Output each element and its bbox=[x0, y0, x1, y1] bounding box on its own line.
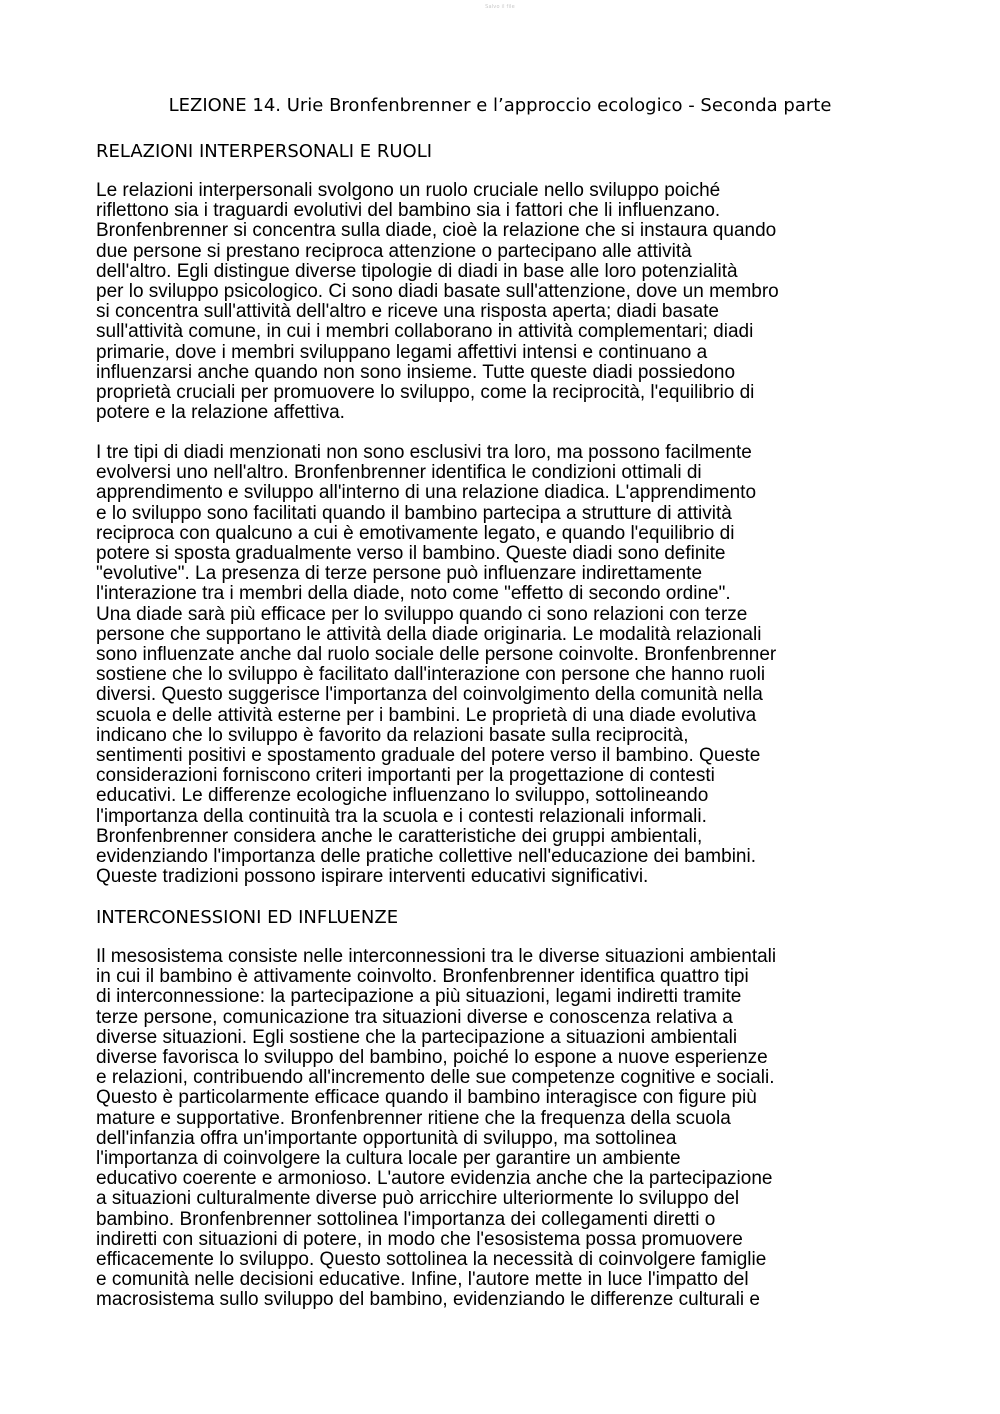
text-line: efficacemente lo sviluppo. Questo sottolinea la necessità di coinvolgere famiglie bbox=[96, 1249, 767, 1271]
text-line: Una diade sarà più efficace per lo sviluppo quando ci sono relazioni con terze bbox=[96, 603, 748, 625]
text-line: scuola e delle attività esterne per i bambini. Le proprietà di una diade evolutiva bbox=[96, 704, 757, 726]
text-line: terze persone, comunicazione tra situazioni diverse e conoscenza relativa a bbox=[96, 1006, 733, 1028]
text-line: indiretti con situazioni di potere, in modo che l'esosistema possa promuovere bbox=[96, 1228, 743, 1250]
text-line: sentimenti positivi e spostamento graduale del potere verso il bambino. Queste bbox=[96, 745, 761, 767]
text-line: educativo coerente e armonioso. L'autore evidenzia anche che la partecipazione bbox=[96, 1168, 773, 1190]
text-line: mature e supportative. Bronfenbrenner ritiene che la frequenza della scuola bbox=[96, 1107, 731, 1129]
text-line: macrosistema sullo sviluppo del bambino, evidenziando le differenze culturali e bbox=[96, 1289, 760, 1311]
text-line: riflettono sia i traguardi evolutivi del bambino sia i fattori che li influenzano. bbox=[96, 200, 721, 222]
text-line: Queste tradizioni possono ispirare interventi educativi significativi. bbox=[96, 866, 649, 888]
text-line: evidenziando l'importanza delle pratiche collettive nell'educazione dei bambini. bbox=[96, 846, 756, 868]
text-line: diverse favorisca lo sviluppo del bambino, poiché lo espone a nuove esperienze bbox=[96, 1047, 768, 1069]
text-line: in cui il bambino è attivamente coinvolto. Bronfenbrenner identifica quattro tipi bbox=[96, 966, 749, 988]
text-line: potere e la relazione affettiva. bbox=[96, 402, 345, 424]
text-line: reciproca con qualcuno a cui è emotivamente legato, e quando l'equilibrio di bbox=[96, 522, 735, 544]
text-line: influenzarsi anche quando non sono insieme. Tutte queste diadi possiedono bbox=[96, 361, 736, 383]
text-line: Questo è particolarmente efficace quando il bambino interagisce con figure più bbox=[96, 1087, 757, 1109]
text-line: e comunità nelle decisioni educative. Infine, l'autore mette in luce l'impatto del bbox=[96, 1269, 749, 1291]
page-watermark: Salvo il file bbox=[485, 4, 515, 10]
text-line: l'interazione tra i membri della diade, noto come "effetto di secondo ordine". bbox=[96, 583, 731, 605]
text-line: a situazioni culturalmente diverse può arricchire ulteriormente lo sviluppo del bbox=[96, 1188, 740, 1210]
text-line: dell'altro. Egli distingue diverse tipologie di diadi in base alle loro potenzialità bbox=[96, 260, 738, 282]
text-line: sull'attività comune, in cui i membri collaborano in attività complementari; diadi bbox=[96, 321, 754, 343]
text-line: I tre tipi di diadi menzionati non sono esclusivi tra loro, ma possono facilmente bbox=[96, 442, 752, 463]
text-line: apprendimento e sviluppo all'interno di una relazione diadica. L'apprendimento bbox=[96, 482, 757, 504]
text-line: per lo sviluppo psicologico. Ci sono diadi basate sull'attenzione, dove un membro bbox=[96, 281, 779, 303]
text-line: "evolutive". La presenza di terze persone può influenzare indirettamente bbox=[96, 563, 703, 585]
text-line: Bronfenbrenner considera anche le caratteristiche dei gruppi ambientali, bbox=[96, 825, 703, 847]
text-line: sono influenzate anche dal ruolo sociale delle persone coinvolte. Bronfenbrenner bbox=[96, 644, 777, 666]
section-heading-interconnessioni: INTERCONESSIONI ED INFLUENZE bbox=[96, 907, 399, 928]
text-line: bambino. Bronfenbrenner sottolinea l'importanza dei collegamenti diretti o bbox=[96, 1208, 716, 1230]
text-line: e lo sviluppo sono facilitati quando il bambino partecipa a strutture di attività bbox=[96, 502, 732, 524]
text-line: evolversi uno nell'altro. Bronfenbrenner identifica le condizioni ottimali di bbox=[96, 462, 702, 484]
text-line: due persone si prestano reciproca attenzione o partecipano alle attività bbox=[96, 240, 692, 262]
text-line: considerazioni forniscono criteri importanti per la progettazione di contesti bbox=[96, 765, 715, 787]
text-line: l'importanza della continuità tra la scuola e i contesti relazionali informali. bbox=[96, 805, 707, 827]
text-line: si concentra sull'attività dell'altro e riceve una risposta aperta; diadi basate bbox=[96, 301, 719, 323]
page-title: LEZIONE 14. Urie Bronfenbrenner e l’approccio ecologico - Seconda parte bbox=[168, 95, 832, 116]
text-line: diverse situazioni. Egli sostiene che la partecipazione a situazioni ambientali bbox=[96, 1026, 738, 1048]
text-line: proprietà cruciali per promuovere lo sviluppo, come la reciprocità, l'equilibrio di bbox=[96, 382, 755, 404]
text-line: sostiene che lo sviluppo è facilitato dall'interazione con persone che hanno ruoli bbox=[96, 664, 766, 686]
section-heading-relazioni: RELAZIONI INTERPERSONALI E RUOLI bbox=[96, 141, 433, 162]
text-line: l'importanza di coinvolgere la cultura locale per garantire un ambiente bbox=[96, 1148, 681, 1170]
paragraph-relazioni-2 bbox=[96, 443, 906, 887]
text-line: diversi. Questo suggerisce l'importanza del coinvolgimento della comunità nella bbox=[96, 684, 763, 706]
paragraph-interconnessioni-1 bbox=[96, 947, 906, 1311]
text-line: Bronfenbrenner si concentra sulla diade, cioè la relazione che si instaura quando bbox=[96, 220, 777, 242]
text-line: Il mesosistema consiste nelle interconnessioni tra le diverse situazioni ambientali bbox=[96, 946, 777, 967]
text-line: indicano che lo sviluppo è favorito da relazioni basate sulla reciprocità, bbox=[96, 724, 689, 746]
paragraph-relazioni-1 bbox=[96, 181, 906, 423]
text-line: educativi. Le differenze ecologiche influenzano lo sviluppo, sottolineando bbox=[96, 785, 709, 807]
text-line: di interconnessione: la partecipazione a più situazioni, legami indiretti tramite bbox=[96, 986, 742, 1008]
text-line: primarie, dove i membri sviluppano legami affettivi intensi e continuano a bbox=[96, 341, 708, 363]
text-line: potere si sposta gradualmente verso il bambino. Queste diadi sono definite bbox=[96, 543, 726, 565]
text-line: dell'infanzia offra un'importante opportunità di sviluppo, ma sottolinea bbox=[96, 1127, 677, 1149]
text-line: e relazioni, contribuendo all'incremento delle sue competenze cognitive e sociali. bbox=[96, 1067, 775, 1089]
text-line: Le relazioni interpersonali svolgono un ruolo cruciale nello sviluppo poiché bbox=[96, 180, 721, 201]
text-line: persone che supportano le attività della diade originaria. Le modalità relazionali bbox=[96, 623, 762, 645]
